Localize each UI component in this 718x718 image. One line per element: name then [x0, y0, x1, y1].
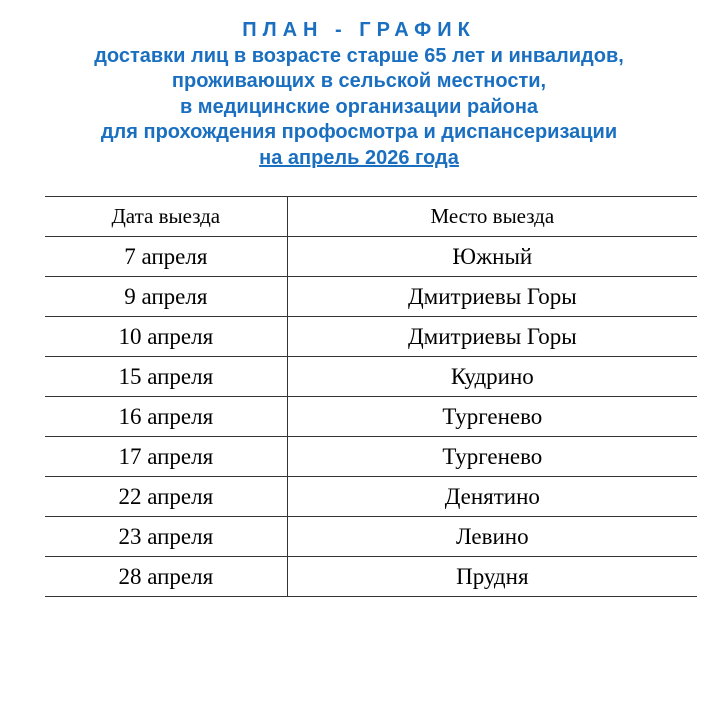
cell-date: 10 апреля	[45, 317, 287, 357]
cell-date: 7 апреля	[45, 237, 287, 277]
table-header-row	[45, 197, 697, 237]
subtitle-line-3: в медицинские организации района	[179, 95, 539, 118]
cell-place: Дмитриевы Горы	[287, 317, 697, 357]
table-row	[45, 237, 697, 277]
cell-place: Тургенево	[287, 437, 697, 477]
table-row	[45, 397, 697, 437]
cell-date: 17 апреля	[45, 437, 287, 477]
cell-place: Тургенево	[287, 397, 697, 437]
cell-date: 22 апреля	[45, 477, 287, 517]
cell-date: 9 апреля	[45, 277, 287, 317]
table-row	[45, 437, 697, 477]
cell-place: Кудрино	[287, 357, 697, 397]
column-header-date: Дата выезда	[45, 197, 287, 237]
cell-place: Южный	[287, 237, 697, 277]
cell-place: Дмитриевы Горы	[287, 277, 697, 317]
cell-date: 16 апреля	[45, 397, 287, 437]
table-row	[45, 517, 697, 557]
cell-date: 28 апреля	[45, 557, 287, 597]
cell-date: 23 апреля	[45, 517, 287, 557]
column-header-place: Место выезда	[287, 197, 697, 237]
document-title: ПЛАН - ГРАФИК	[242, 19, 476, 41]
table-row	[45, 357, 697, 397]
table-row	[45, 557, 697, 597]
cell-place: Левино	[287, 517, 697, 557]
cell-place: Прудня	[287, 557, 697, 597]
subtitle-line-1: доставки лиц в возрасте старше 65 лет и инвалидов,	[94, 44, 624, 67]
subtitle-line-4: для прохождения профосмотра и диспансеризации	[100, 121, 618, 143]
table-row	[45, 317, 697, 357]
cell-date: 15 апреля	[45, 357, 287, 397]
cell-place: Денятино	[287, 477, 697, 517]
table-row	[45, 277, 697, 317]
table-row	[45, 477, 697, 517]
subtitle-period: на апрель 2026 года	[259, 146, 459, 169]
subtitle-line-2: проживающих в сельской местности,	[171, 70, 547, 92]
schedule-table	[45, 196, 697, 597]
document-header	[0, 18, 718, 171]
